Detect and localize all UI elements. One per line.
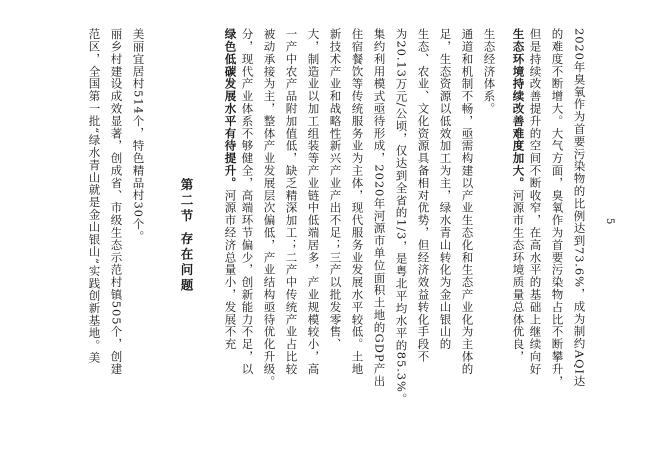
paragraph2-first-line [219,28,242,350]
paragraph2-line: 生态、农业、文化资源具备相对优势，但经济效益转化手段不 [416,28,431,363]
paragraph2-line: 大，制造业以加工组装等产业链中低端居多，产业规模较小，高 [306,28,321,376]
paragraph2-line: 分，现代产业体系不够健全，高端环节偏少，创新能力不足，以 [240,28,255,376]
paragraph3-first-line [507,28,530,363]
paragraph2-line: 集约利用模式亟待形成，2020年河源市单位面积土地的GDP产出 [372,28,387,388]
paragraph2-line: 为20.13万元/公顷，仅达到全省的1/3，是粤北平均水平的85.3%。 [394,28,409,406]
paragraph2-line: 通道和机制不畅，亟需构建以产业生态化和生态产业化为主体的 [460,28,475,376]
paragraph2-line: 住宿餐饮等传统服务业为主体，现代服务业发展水平较低。土地 [350,28,365,376]
paragraph3-line: 2020年臭氧作为首要污染物的比例达到73.6%，成为制约AQI达 [572,28,587,388]
page-number: 5 [604,218,615,225]
paragraph3-lead: 生态环境持续改善难度加大。 [511,28,526,190]
paragraph1-line: 美丽宜居村514个，特色精品村30个。 [131,28,146,243]
paragraph1-line: 丽乡村建设成效显著，创成省、市级生态示范村镇505个，创建 [109,28,124,376]
paragraph1-line: 范区，全国第一批“绿水青山就是金山银山”实践创新基地。美 [87,28,102,364]
section-heading: 第二节 存在问题 [179,178,194,294]
paragraph2-line: 生态经济体系。 [482,28,497,115]
paragraph2-line: 一产中农产品附加值低，缺乏精深加工；二产中传统产业占比较 [284,28,299,376]
paragraph2-line: 足，生态资源以低效加工为主，绿水青山转化为金山银山的 [438,28,453,351]
paragraph2-line: 河源市经济总量小，发展不充 [223,189,238,351]
paragraph3-line: 的难度不断增大。大气方面，臭氧作为首要污染物占比不断攀升， [550,28,565,388]
paragraph3-line: 但是持续改善提升的空间不断收窄，在高水平的基础上继续向好 [528,28,543,376]
paragraph3-line: 河源市生态环境质量总体优良， [511,189,526,363]
paragraph2-lead: 绿色低碳发展水平有待提升。 [223,28,238,190]
paragraph2-line: 新技术产业和战略性新兴产业产出不足；三产以批发零售、 [328,28,343,351]
paragraph2-line: 被动承接为主，整体产业发展层次偏低，产业结构亟待优化升级。 [262,28,277,388]
